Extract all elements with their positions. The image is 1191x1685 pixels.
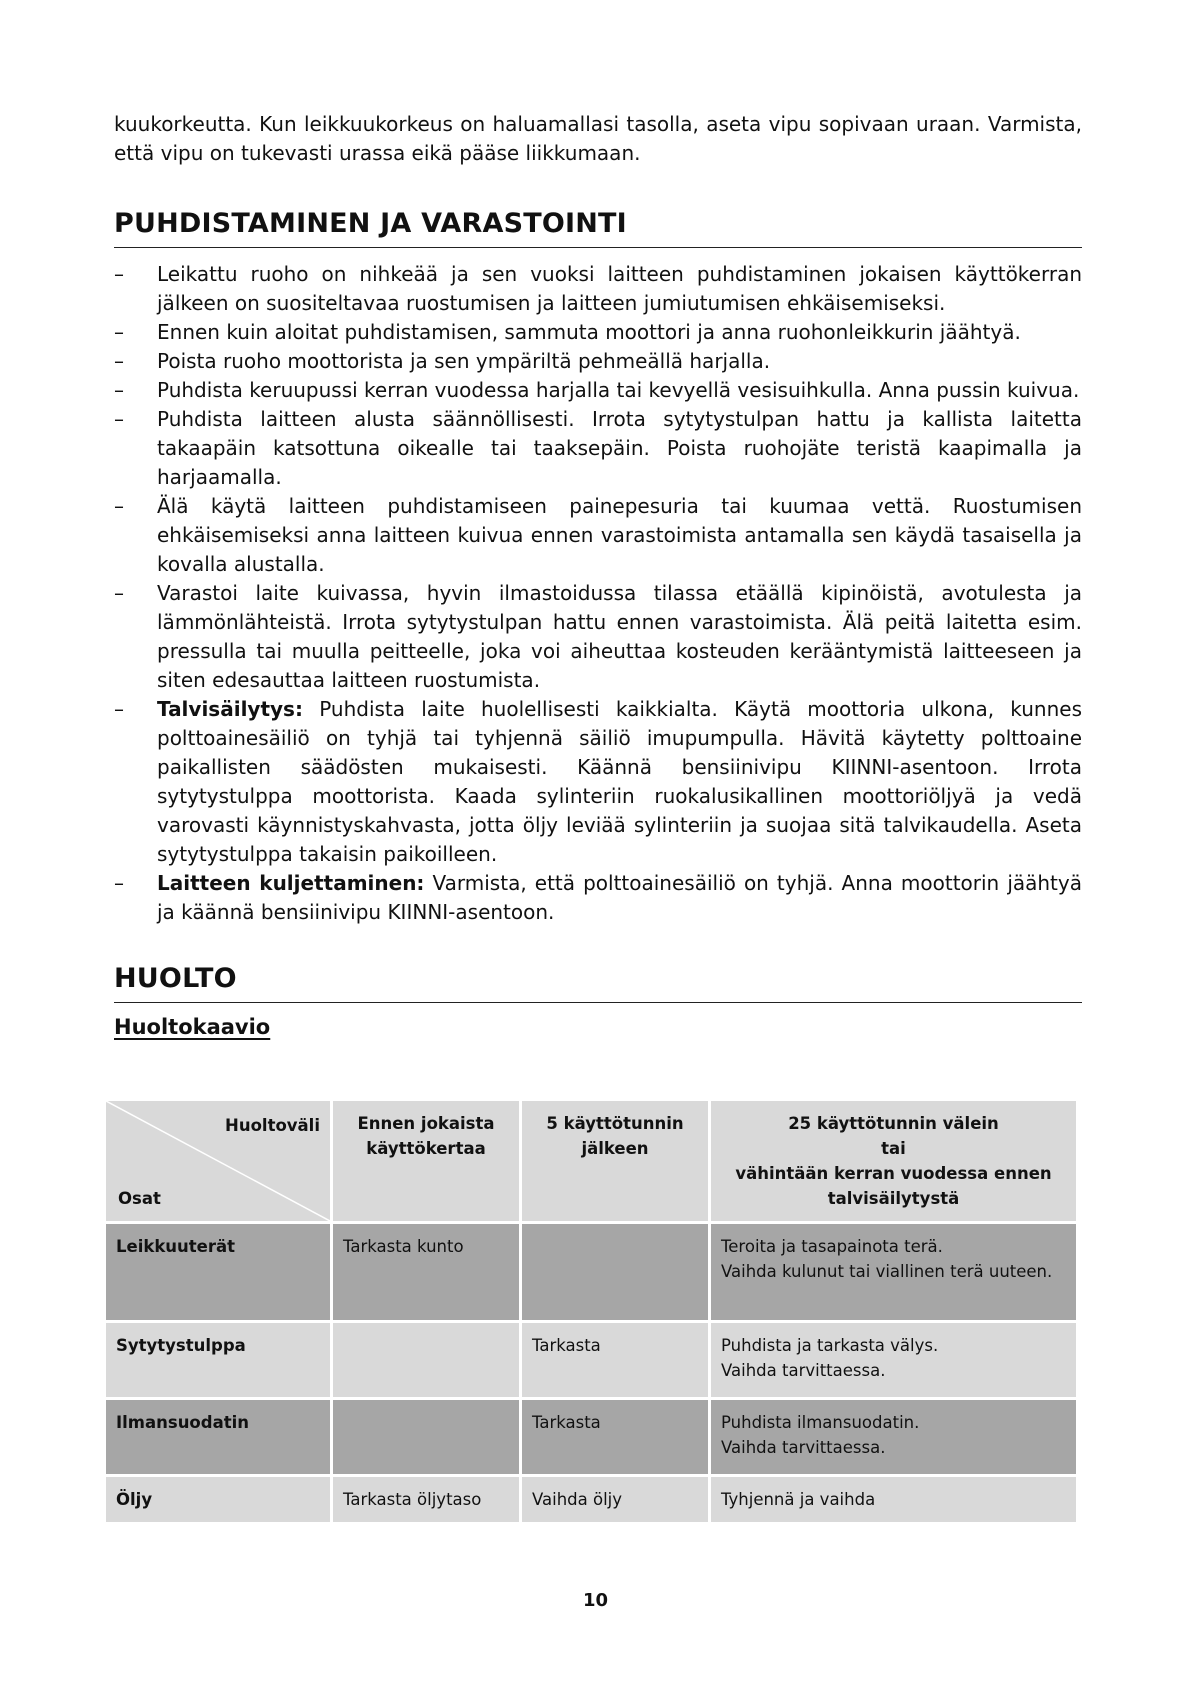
dash-marker: – <box>114 407 124 431</box>
table-row <box>105 1476 1078 1524</box>
service-schedule-subtitle: Huoltokaavio <box>114 1015 271 1039</box>
table-cell: Puhdista ja tarkasta välys. Vaihda tarvittaessa. <box>710 1322 1078 1399</box>
part-cell: Ilmansuodatin <box>105 1399 332 1476</box>
intro-paragraph: kuukorkeutta. Kun leikkuukorkeus on haluamallasi tasolla, aseta vipu sopivaan uraan. Varmista, että vipu on tukevasti urassa eikä pääse liikkumaan. <box>114 112 1082 165</box>
column-header: 5 käyttötunnin jälkeen <box>521 1100 710 1223</box>
dash-marker: – <box>114 320 124 344</box>
table-cell: Vaihda öljy <box>521 1476 710 1524</box>
list-item: – Ennen kuin aloitat puhdistamisen, sammuta moottori ja anna ruohonleikkurin jäähtyä. <box>114 318 1082 347</box>
table-cell: Tarkasta <box>521 1399 710 1476</box>
dash-marker: – <box>114 349 124 373</box>
table-cell: Tyhjennä ja vaihda <box>710 1476 1078 1524</box>
list-item: – Leikattu ruoho on nihkeää ja sen vuoksi laitteen puhdistaminen jokaisen käyttökerran jälkeen on suositeltavaa ruostumisen ja laitteen jumiutumisen ehkäisemiseksi. <box>114 262 1082 315</box>
table-cell <box>332 1399 521 1476</box>
table-cell: Tarkasta öljytaso <box>332 1476 521 1524</box>
table-cell: Tarkasta kunto <box>332 1223 521 1322</box>
dash-marker: – <box>114 378 124 402</box>
table-cell: Tarkasta <box>521 1322 710 1399</box>
table-cell <box>521 1223 710 1322</box>
dash-marker: – <box>114 871 124 895</box>
dash-marker: – <box>114 581 124 605</box>
dash-marker: – <box>114 262 124 286</box>
page-number: 10 <box>582 1590 609 1611</box>
winter-storage-label: Talvisäilytys: <box>157 697 303 721</box>
table-row <box>105 1322 1078 1399</box>
part-cell: Leikkuuterät <box>105 1223 332 1322</box>
table-row <box>105 1223 1078 1322</box>
table-row <box>105 1399 1078 1476</box>
list-item-winter-storage: – Talvisäilytys: Puhdista laite huolellisesti kaikkialta. Käytä moottoria ulkona, kunnes polttoainesäiliö on tyhjä tai tyhjennä säiliö imupumpulla. Hävitä käytetty polttoaine paikallisten säädösten mukaisesti. Käännä bensiinivipu KIINNI-asentoon. Irrota sytytystulppa moottorista. Kaada sylinteriin ruokalusikallinen moottoriöljyä ja vedä varovasti käynnistyskahvasta, jotta öljy leviää sylinteriin ja suojaa sitä talvikaudella. Aseta sytytystulppa takaisin paikoilleen. <box>114 697 1082 866</box>
part-cell: Sytytystulppa <box>105 1322 332 1399</box>
parts-label: Osat <box>118 1189 161 1208</box>
column-header: Ennen jokaista käyttökertaa <box>332 1100 521 1223</box>
section-title-service: HUOLTO <box>114 963 1082 1003</box>
list-item: – Varastoi laite kuivassa, hyvin ilmastoidussa tilassa etäällä kipinöistä, avotulesta ja lämmönlähteistä. Irrota sytytystulpan hattu ennen varastoimista. Älä peitä laitetta esim. pressulla tai muulla peitteelle, joka voi aiheuttaa kosteuden kerääntymistä laitteeseen ja siten edesauttaa laitteen ruostumista. <box>114 581 1082 692</box>
document-page <box>114 110 1082 1039</box>
part-cell: Öljy <box>105 1476 332 1524</box>
table-corner-header <box>105 1100 332 1223</box>
interval-label: Huoltoväli <box>225 1116 320 1135</box>
column-header: 25 käyttötunnin välein tai vähintään kerran vuodessa ennen talvisäilytystä <box>710 1100 1078 1223</box>
section-title-cleaning: PUHDISTAMINEN JA VARASTOINTI <box>114 208 1082 248</box>
table-cell: Teroita ja tasapainota terä. Vaihda kulunut tai viallinen terä uuteen. <box>710 1223 1078 1322</box>
cleaning-list <box>114 260 1082 927</box>
list-item: – Puhdista laitteen alusta säännöllisesti. Irrota sytytystulpan hattu ja kallista laitetta takaapäin katsottuna oikealle tai taaksepäin. Poista ruohojäte teristä kaapimalla ja harjaamalla. <box>114 407 1082 489</box>
service-schedule-table <box>103 1098 1079 1525</box>
table-cell: Puhdista ilmansuodatin. Vaihda tarvittaessa. <box>710 1399 1078 1476</box>
dash-marker: – <box>114 697 124 721</box>
list-item: – Puhdista keruupussi kerran vuodessa harjalla tai kevyellä vesisuihkulla. Anna pussin kuivua. <box>114 376 1082 405</box>
transport-label: Laitteen kuljettaminen: <box>157 871 425 895</box>
table-cell <box>332 1322 521 1399</box>
list-item: – Poista ruoho moottorista ja sen ympäriltä pehmeällä harjalla. <box>114 347 1082 376</box>
dash-marker: – <box>114 494 124 518</box>
list-item: – Älä käytä laitteen puhdistamiseen painepesuria tai kuumaa vettä. Ruostumisen ehkäisemiseksi anna laitteen kuivua ennen varastoimista antamalla sen käydä tasaisella ja kovalla alustalla. <box>114 494 1082 576</box>
list-item-transport: – Laitteen kuljettaminen: Varmista, että polttoainesäiliö on tyhjä. Anna moottorin jäähtyä ja käännä bensiinivipu KIINNI-asentoon. <box>114 871 1082 924</box>
